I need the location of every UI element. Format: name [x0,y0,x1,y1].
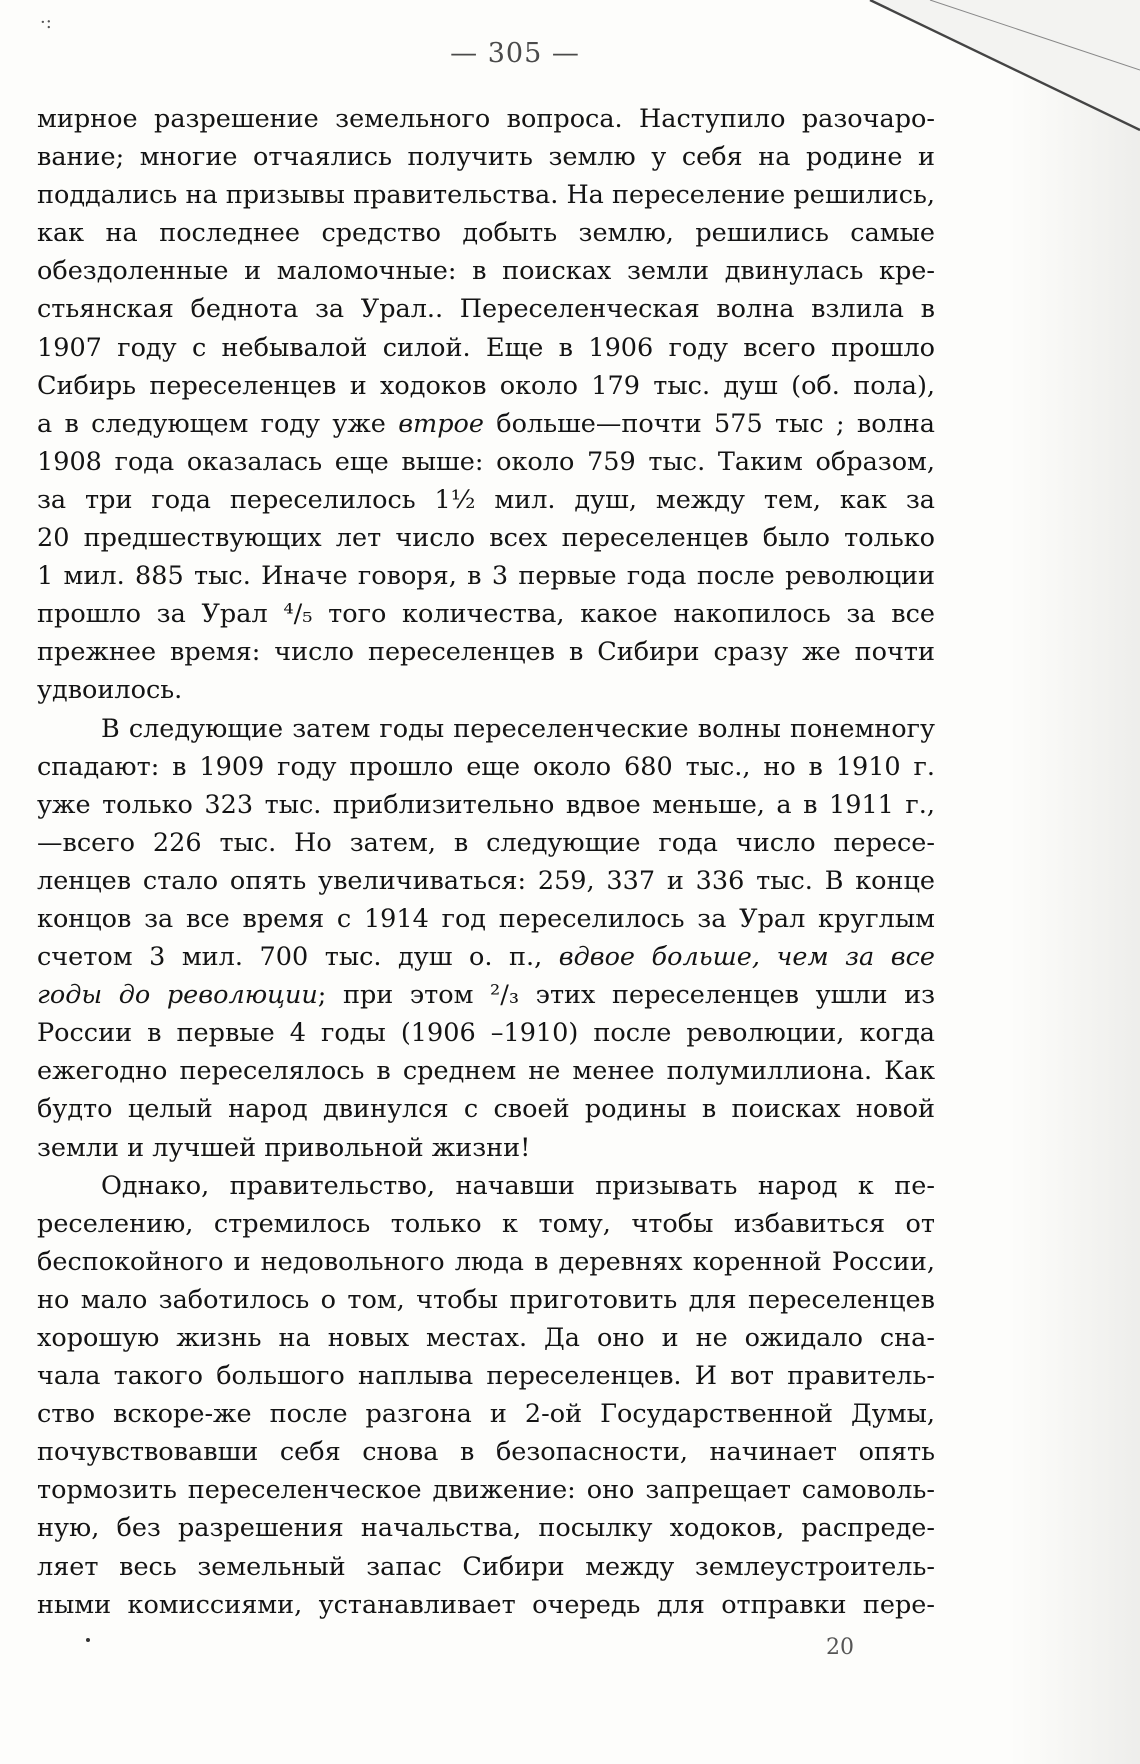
text-line [37,824,935,862]
text-segment: реселению, стремилось только к тому, чтобы избавиться от [37,1208,935,1239]
text-segment: поддались на призывы правительства. На переселение решились, [37,180,935,211]
text-segment: 20 предшествующих лет число всех переселенцев было только [37,523,935,554]
text-line [37,1548,935,1586]
text-line [37,900,935,938]
text-segment: чала такого большого наплыва переселенцев. И вот правитель- [37,1361,935,1392]
text-line [37,1357,935,1395]
text-segment: ежегодно переселялось в среднем не менее полумиллиона. Как [37,1056,935,1087]
text-line [37,1243,935,1281]
text-segment: годы до революции [37,980,318,1011]
text-line [37,976,935,1014]
ink-dot [86,1638,90,1642]
text-segment: ную, без разрешения начальства, посылку ходоков, распреде- [37,1513,935,1544]
text-line [37,252,935,290]
text-line [37,176,935,214]
text-segment: счетом 3 мил. 700 тыс. душ о. п., [37,942,559,973]
text-segment: почувствовавши себя снова в безопасности, начинает опять [37,1437,935,1468]
text-line [37,671,935,709]
paragraph [37,1167,935,1624]
text-line [37,1014,935,1052]
text-segment: обездоленные и маломочные: в поисках земли двинулась кре- [37,256,935,287]
text-line [37,481,935,519]
text-segment: 1907 году с небывалой силой. Еще в 1906 году всего прошло [37,332,935,363]
text-segment: ными комиссиями, устанавливает очередь для отправки пере- [37,1589,935,1620]
text-segment: ; при этом ²/₃ этих переселенцев ушли из [317,980,936,1011]
text-line [37,1129,935,1167]
text-segment: больше—почти 575 тыс ; волна [484,408,935,439]
text-line [37,1090,935,1128]
text-segment: Сибирь переселенцев и ходоков около 179 тыс. душ (об. пола), [37,370,935,401]
text-line [37,1167,935,1205]
text-segment: 1 мил. 885 тыс. Иначе говоря, в 3 первые года после революции [37,561,935,592]
signature-mark: 20 [826,1635,854,1660]
text-segment: вдвое больше, чем за все [558,942,935,973]
text-segment: ленцев стало опять увеличиваться: 259, 337 и 336 тыс. В конце [37,865,935,896]
page-number: — 305 — [450,38,580,69]
text-segment: В следующие затем годы переселенческие волны понемногу [101,713,935,744]
text-line [37,748,935,786]
text-line [37,633,935,671]
page-edge-shadow [1010,0,1140,1764]
scan-speck: ·: [40,12,52,33]
paragraph [37,100,935,710]
text-segment: концов за все время с 1914 год переселилось за Урал круглым [37,903,935,934]
text-line [37,595,935,633]
text-line [37,786,935,824]
text-segment: Однако, правительство, начавши призывать народ к пе- [101,1170,935,1201]
text-segment: стьянская беднота за Урал.. Переселенческая волна взлила в [37,294,935,325]
text-line [37,519,935,557]
text-line [37,1281,935,1319]
text-segment: за три года переселилось 1½ мил. душ, между тем, как за [37,484,935,515]
text-segment: тормозить переселенческое движение: оно запрещает самоволь- [37,1475,935,1506]
text-line [37,1319,935,1357]
text-line [37,862,935,900]
text-line [37,1586,935,1624]
text-segment: беспокойного и недовольного люда в деревнях коренной России, [37,1246,935,1277]
text-line [37,1052,935,1090]
text-line [37,1205,935,1243]
text-segment: ство вскоре-же после разгона и 2-ой Государственной Думы, [37,1399,935,1430]
text-segment: а в следующем году уже [37,408,399,439]
text-line [37,367,935,405]
text-segment: но мало заботилось о том, чтобы приготовить для переселенцев [37,1284,935,1315]
text-segment: вание; многие отчаялись получить землю у себя на родине и [37,142,935,173]
text-segment: спадают: в 1909 году прошло еще около 680 тыс., но в 1910 г. [37,751,935,782]
text-line [37,443,935,481]
text-line [37,710,935,748]
text-segment: уже только 323 тыс. приблизительно вдвое меньше, а в 1911 г., [37,789,935,820]
text-line [37,214,935,252]
text-segment: прошло за Урал ⁴/₅ того количества, какое накопилось за все [37,599,935,630]
text-segment: России в первые 4 годы (1906 –1910) после революции, когда [37,1018,935,1049]
text-segment: 1908 года оказалась еще выше: около 759 тыс. Таким образом, [37,446,935,477]
text-segment: прежнее время: число переселенцев в Сибири сразу же почти [37,637,935,668]
text-line [37,405,935,443]
text-segment: мирное разрешение земельного вопроса. Наступило разочаро- [37,104,935,134]
text-segment: будто целый народ двинулся с своей родины в поисках новой [37,1094,935,1125]
text-line [37,329,935,367]
text-line [37,938,935,976]
text-line [37,557,935,595]
text-line [37,138,935,176]
text-line [37,1471,935,1509]
text-segment: втрое [398,408,484,439]
text-segment: хорошую жизнь на новых местах. Да оно и не ожидало сна- [37,1323,935,1353]
text-line [37,290,935,328]
paragraph [37,710,935,1167]
text-segment: —всего 226 тыс. Но затем, в следующие года число пересе- [37,827,935,858]
body-text [37,100,935,1624]
text-line [37,1433,935,1471]
text-segment: удвоилось. [37,675,183,706]
text-line [37,1509,935,1547]
text-line [37,1395,935,1433]
text-line [37,100,935,138]
text-segment: ляет весь земельный запас Сибири между землеустроитель- [37,1551,935,1582]
text-segment: земли и лучшей привольной жизни! [37,1132,531,1163]
text-segment: как на последнее средство добыть землю, решились самые [37,218,935,249]
